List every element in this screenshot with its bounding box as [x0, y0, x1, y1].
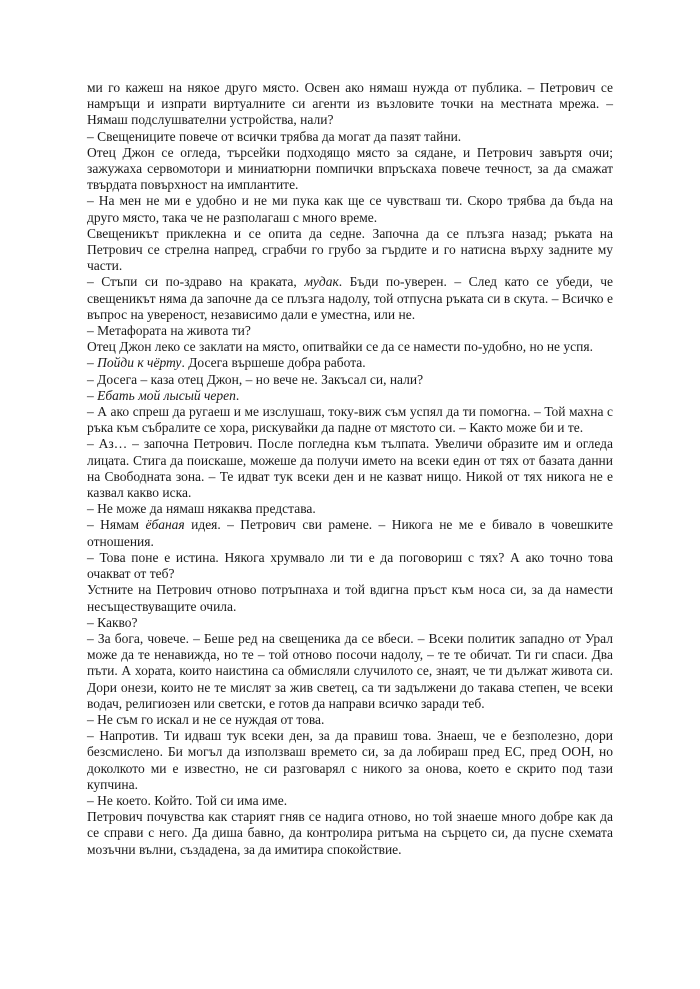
- paragraph: [87, 517, 613, 549]
- text-run: – Досега – каза отец Джон, – но вече не. Закъсал си, нали?: [87, 371, 424, 387]
- text-run: –: [87, 387, 98, 403]
- text-run: .: [235, 387, 240, 403]
- paragraph: [87, 404, 613, 436]
- text-run: ми го кажеш на някое друго място. Освен ако нямаш нужда от публика. – Петрович се намръщи и изпрати виртуалните си агенти из възловите точки на местната мрежа. – Нямаш подслушвателни устройства, нали?: [87, 80, 613, 128]
- paragraph: [87, 436, 613, 501]
- document-page: [87, 80, 613, 858]
- italic-text-run: ёбаная: [145, 517, 185, 533]
- text-run: – Стъпи си по-здраво на краката,: [87, 274, 305, 290]
- paragraph: [87, 728, 613, 793]
- paragraph: [87, 129, 613, 145]
- paragraph: [87, 323, 613, 339]
- text-run: Петрович почувства как старият гняв се надига отново, но той знаеше много добре как да се справи с него. Да диша бавно, да контролира ритъма на сърцето си, да пусне схемата мозъчни вълни, създадена, за да имитира спокойствие.: [87, 809, 613, 857]
- paragraph: [87, 274, 613, 323]
- italic-text-run: мудак: [304, 274, 339, 290]
- paragraph: [87, 793, 613, 809]
- paragraph: [87, 712, 613, 728]
- paragraph: [87, 388, 613, 404]
- paragraph: [87, 501, 613, 517]
- text-run: – Не съм го искал и не се нуждая от това.: [87, 711, 325, 727]
- paragraph: [87, 193, 613, 225]
- text-run: Отец Джон леко се заклати на място, опитвайки се да се намести по-удобно, но не успя.: [87, 339, 593, 355]
- text-run: – А ако спреш да ругаеш и ме изслушаш, току-виж съм успял да ти помогна. – Той махна с ръка към събралите се хора, рискувайки да падне от мястото си. – Както може би и те.: [87, 404, 613, 436]
- paragraph: [87, 582, 613, 614]
- paragraph: [87, 615, 613, 631]
- paragraph: [87, 80, 613, 129]
- text-run: – Напротив. Ти идваш тук всеки ден, за да правиш това. Знаеш, че е безполезно, дори безсмислено. Би могъл да използваш времето си, за да лобираш пред ЕС, пред ООН, но доколкото ми е известно, не си разговарял с никого за онова, което е скрито под тази купчина.: [87, 728, 613, 792]
- paragraph: [87, 550, 613, 582]
- italic-text-run: Ебать мой лысый череп: [97, 387, 236, 403]
- text-run: – Какво?: [87, 614, 138, 630]
- italic-text-run: Пойди к чёрту: [97, 355, 182, 371]
- text-run: Свещеникът приклекна и се опита да седне. Започна да се плъзга назад; ръката на Петрович се стрелна напред, сграбчи го грубо за гърдите и го натисна върху задните му части.: [87, 225, 613, 274]
- text-run: Отец Джон се огледа, търсейки подходящо място за сядане, и Петрович завъртя очи; зажужаха сервомотори и миниатюрни помпички впръскаха повече течност, за да смажат твърдата повърхност на имплантите.: [87, 144, 613, 193]
- text-run: – За бога, човече. – Беше ред на свещеника да се вбеси. – Всеки политик западно от Урал може да те ненавижда, но те – той отново посочи надолу, – те те обичат. Ти ги спаси. Два пъти. А хората, които наистина са обмисляли случилото се, знаят, че ти дължат живота си. Дори онези, които не те мислят за жив светец, са ти задължени до такава степен, че всеки водач, религиозен или светски, е готов да направи всичко заради теб.: [87, 630, 613, 711]
- text-run: . Бъди по-уверен. – След като се убеди, че свещеникът няма да започне да се плъзга надолу, той отпусна ръката си в скута. – Всичко е въпрос на увереност, независимо дали е уместна, или не.: [87, 274, 613, 322]
- paragraph: [87, 372, 613, 388]
- paragraph: [87, 339, 613, 355]
- text-run: – Това поне е истина. Някога хрумвало ли ти е да поговориш с тях? А ако точно това очакват от теб?: [87, 549, 613, 582]
- text-run: – На мен не ми е удобно и не ми пука как ще се чувстваш ти. Скоро трябва да бъда на друго място, така че не разполагаш с много време.: [87, 193, 613, 225]
- text-run: – Метафората на живота ти?: [87, 323, 251, 339]
- paragraph: [87, 631, 613, 712]
- paragraph: [87, 355, 613, 371]
- text-run: – Не което. Който. Той си има име.: [87, 792, 288, 808]
- paragraph: [87, 145, 613, 194]
- text-run: –: [87, 355, 98, 371]
- text-run: идея. – Петрович сви рамене. – Никога не ме е бивало в човешките отношения.: [87, 517, 613, 549]
- text-run: Устните на Петрович отново потръпнаха и той вдигна пръст към носа си, за да намести несъществуващите очила.: [87, 582, 613, 614]
- text-run: – Нямам: [87, 517, 146, 533]
- paragraph: [87, 809, 613, 858]
- text-run: – Свещениците повече от всички трябва да могат да пазят тайни.: [87, 128, 462, 144]
- text-run: . Досега вършеше добра работа.: [181, 355, 366, 371]
- paragraph: [87, 226, 613, 275]
- text-run: – Аз… – започна Петрович. После погледна към тълпата. Увеличи образите им и огледа лицата. Стига да поискаше, можеше да получи името на всеки един от тях от базата данни на Свободната зона. – Те идват тук всеки ден и не казват нищо. Никой от тях никога не е казвал какво иска.: [87, 436, 613, 501]
- text-run: – Не може да нямаш някаква представа.: [87, 501, 316, 517]
